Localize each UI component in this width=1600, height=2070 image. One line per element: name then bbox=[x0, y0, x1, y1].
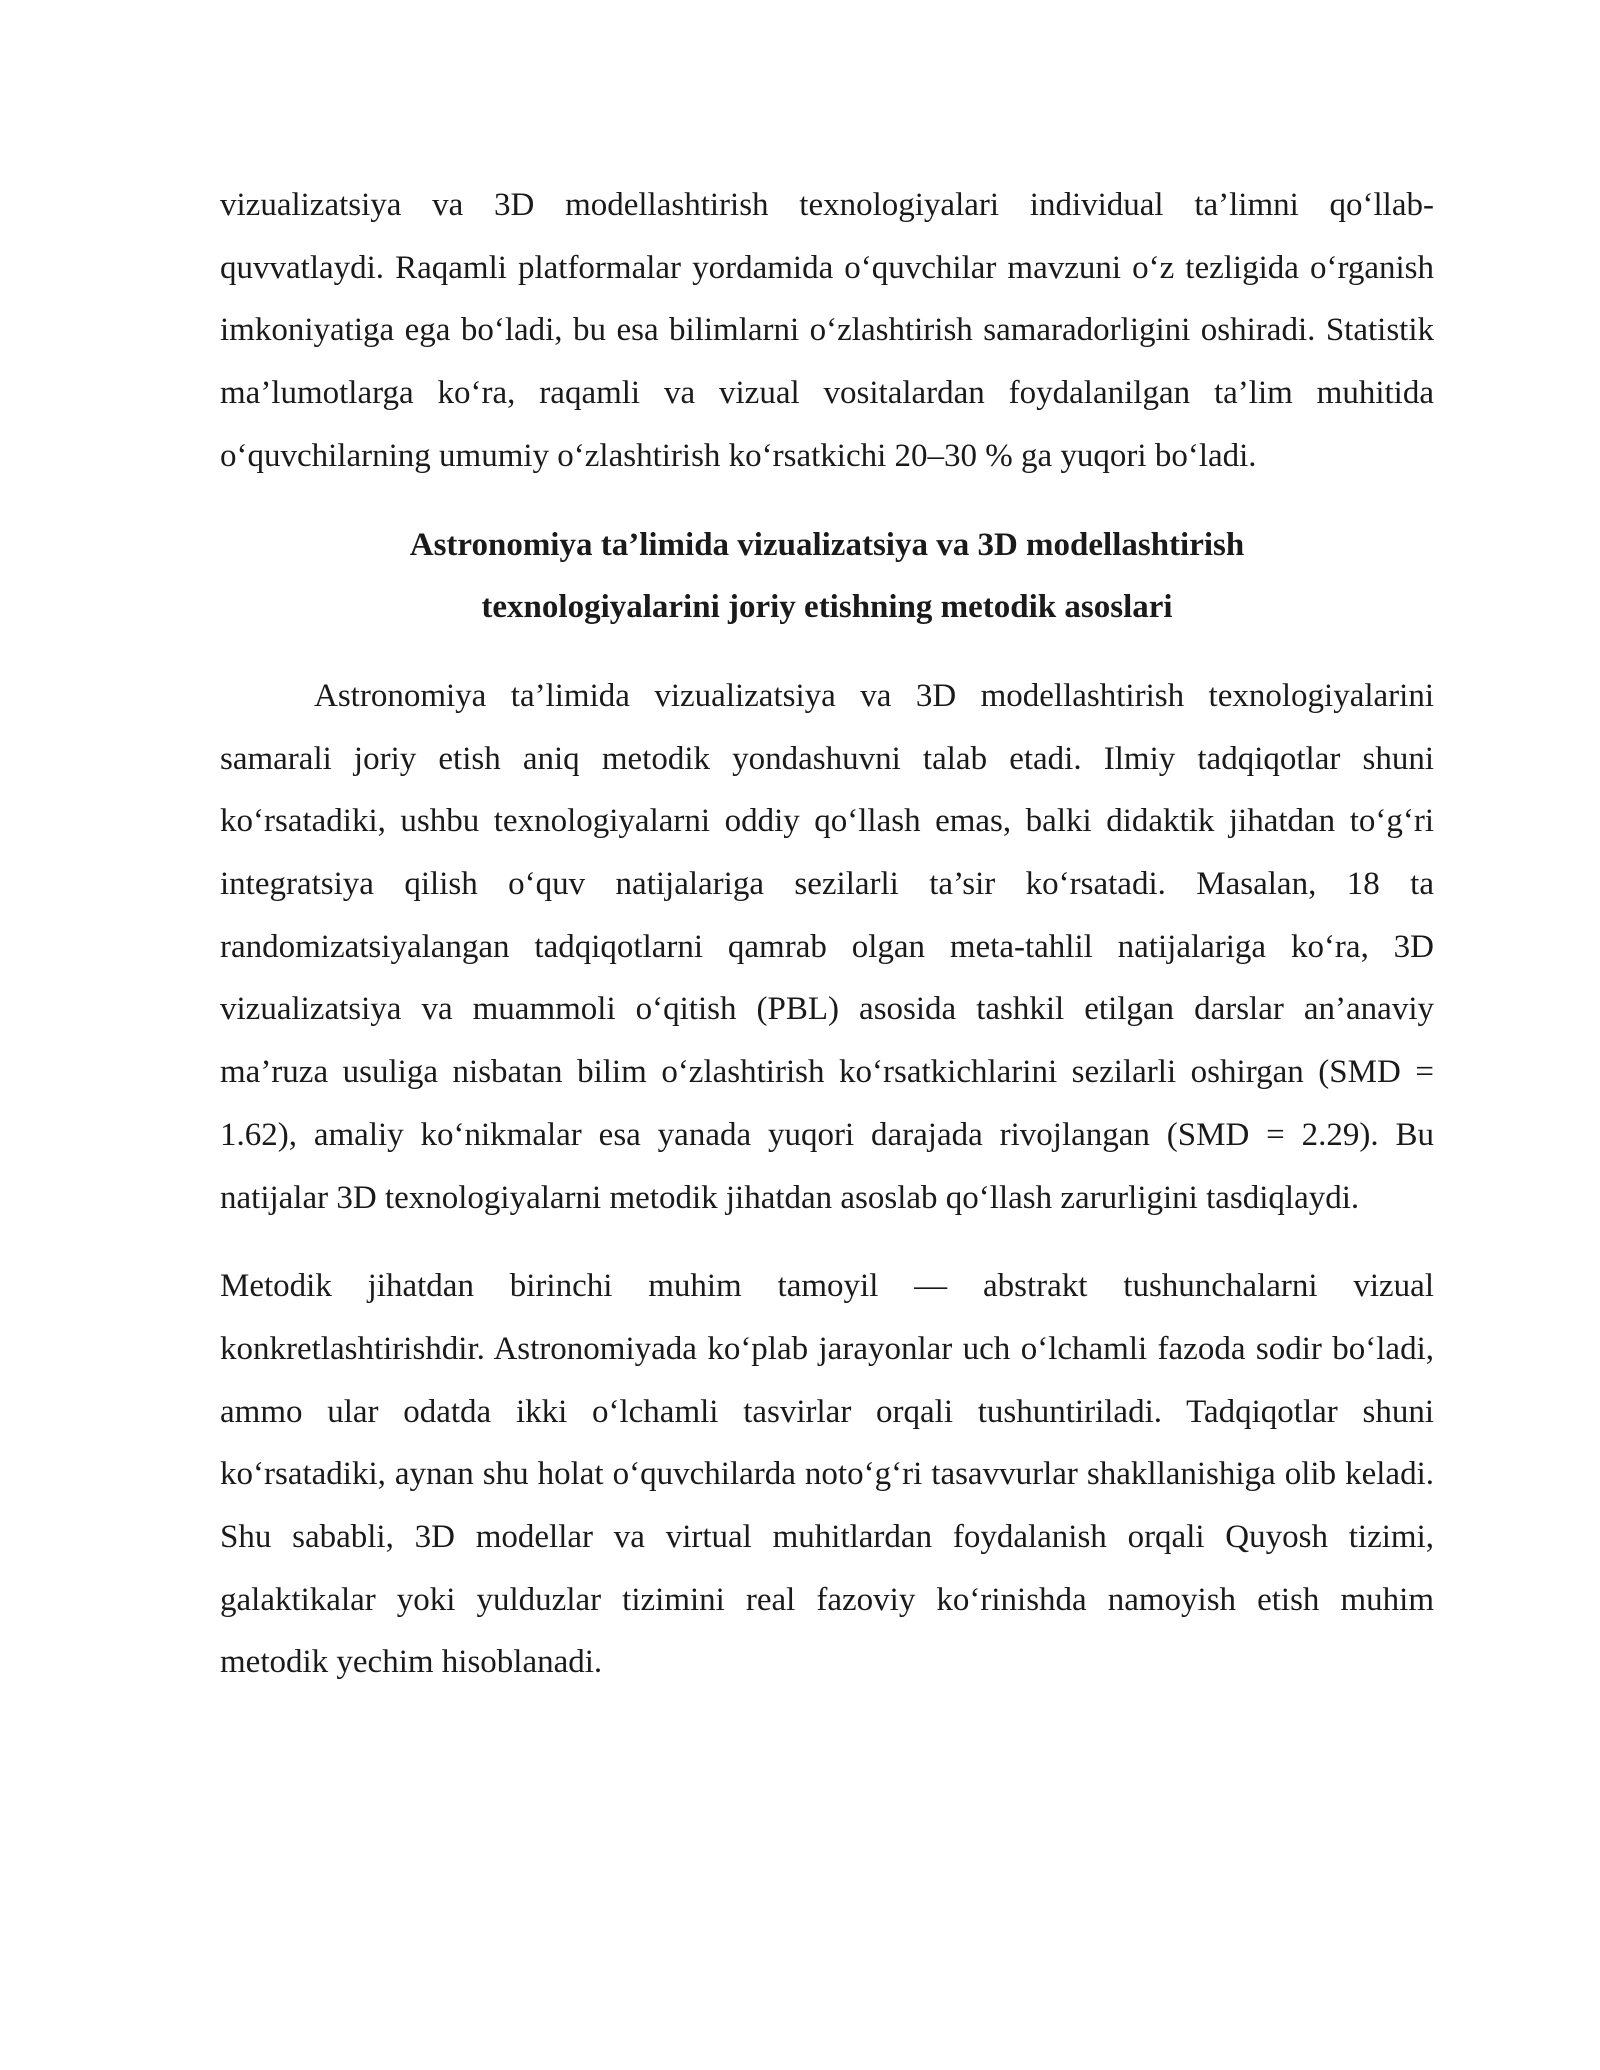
paragraph-continuation: vizualizatsiya va 3D modellashtirish texnologiyalari individual ta’limni qo‘llab-quvvatlaydi. Raqamli platformalar yordamida o‘quvchilar mavzuni o‘z tezligida o‘rganish imkoniyatiga ega bo‘ladi, bu esa bilimlarni o‘zlashtirish samaradorligini oshiradi. Statistik ma’lumotlarga ko‘ra, raqamli va vizual vositalardan foydalanilgan ta’lim muhitida o‘quvchilarning umumiy o‘zlashtirish ko‘rsatkichi 20–30 % ga yuqori bo‘ladi. bbox=[220, 187, 1434, 474]
paragraph-spacer bbox=[220, 1229, 1434, 1255]
paragraph-methodology-intro: Astronomiya ta’limida vizualizatsiya va 3D modellashtirish texnologiyalarini samarali joriy etish aniq metodik yondashuvni talab etadi. Ilmiy tadqiqotlar shuni ko‘rsatadiki, ushbu texnologiyalarni oddiy qo‘llash emas, balki didaktik jihatdan to‘g‘ri integratsiya qilish o‘quv natijalariga sezilarli ta’sir ko‘rsatadi. Masalan, 18 ta randomizatsiyalangan tadqiqotlarni qamrab olgan meta-tahlil natijalariga ko‘ra, 3D vizualizatsiya va muammoli o‘qitish (PBL) asosida tashkil etilgan darslar an’anaviy ma’ruza usuliga nisbatan bilim o‘zlashtirish ko‘rsatkichlarini sezilarli oshirgan (SMD = 1.62), amaliy ko‘nikmalar esa yanada yuqori darajada rivojlangan (SMD = 2.29). Bu natijalar 3D texnologiyalarni metodik jihatdan asoslab qo‘llash zarurligini tasdiqlaydi. bbox=[220, 677, 1434, 1216]
section-heading bbox=[220, 514, 1434, 639]
document-body bbox=[220, 174, 1434, 1694]
paragraph-first-principle: Metodik jihatdan birinchi muhim tamoyil — abstrakt tushunchalarni vizual konkretlashtirishdir. Astronomiyada ko‘plab jarayonlar uch o‘lchamli fazoda sodir bo‘ladi, ammo ular odatda ikki o‘lchamli tasvirlar orqali tushuntiriladi. Tadqiqotlar shuni ko‘rsatadiki, aynan shu holat o‘quvchilarda noto‘g‘ri tasavvurlar shakllanishiga olib keladi. Shu sababli, 3D modellar va virtual muhitlardan foydalanish orqali Quyosh tizimi, galaktikalar yoki yulduzlar tizimini real fazoviy ko‘rinishda namoyish etish muhim metodik yechim hisoblanadi. bbox=[220, 1268, 1434, 1681]
section-heading-line-1: Astronomiya ta’limida vizualizatsiya va 3D modellashtirish bbox=[409, 526, 1245, 563]
section-heading-line-2: texnologiyalarini joriy etishning metodik asoslari bbox=[481, 589, 1173, 626]
